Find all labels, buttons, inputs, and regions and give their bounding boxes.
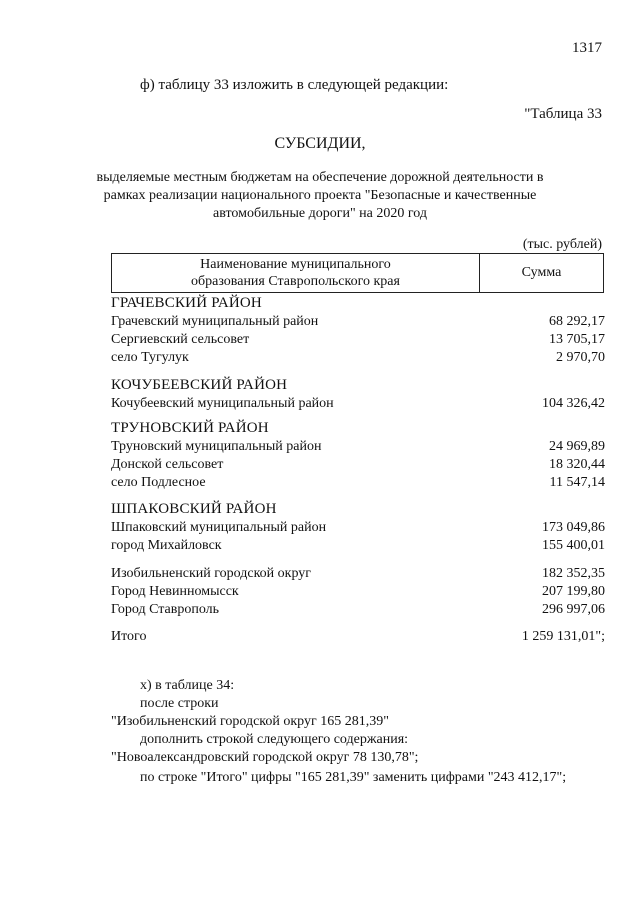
footer-line-6: по строке "Итого" цифры "165 281,39" заменить цифрами "243 412,17"; xyxy=(140,770,567,785)
row-name: Донской сельсовет xyxy=(111,457,224,472)
section-kochubeevsky: КОЧУБЕЕВСКИЙ РАЙОН xyxy=(111,377,288,393)
row-name: Кочубеевский муниципальный район xyxy=(111,396,334,411)
row-value: 68 292,17 xyxy=(549,314,605,329)
footer-line-5: "Новоалександровский городской округ 78 130,78"; xyxy=(111,750,419,765)
table-row xyxy=(111,313,605,331)
row-value: 207 199,80 xyxy=(542,584,605,599)
row-value: 2 970,70 xyxy=(556,350,605,365)
header-name-line-2: образования Ставропольского края xyxy=(191,274,400,289)
footer-line-2: после строки xyxy=(140,696,219,711)
row-name: Город Ставрополь xyxy=(111,602,220,617)
header-name-cell xyxy=(112,254,480,292)
units-label: (тыс. рублей) xyxy=(522,237,602,252)
row-value: 155 400,01 xyxy=(542,538,605,553)
page-number: 1317 xyxy=(572,40,602,56)
row-name: Шпаковский муниципальный район xyxy=(111,520,327,535)
table-row xyxy=(111,331,605,349)
subtitle-line-2: рамках реализации национального проекта "Безопасные и качественные xyxy=(103,188,537,203)
table-row xyxy=(111,438,605,456)
row-name: Сергиевский сельсовет xyxy=(111,332,250,347)
total-value: 1 259 131,01"; xyxy=(521,629,605,644)
footer-line-4: дополнить строкой следующего содержания: xyxy=(140,732,409,747)
table-header xyxy=(111,253,604,293)
row-value: 13 705,17 xyxy=(549,332,605,347)
table-total-row xyxy=(111,628,605,646)
table-row xyxy=(111,601,605,619)
header-sum-cell: Сумма xyxy=(521,265,562,280)
footer-line-1: х) в таблице 34: xyxy=(140,678,235,693)
section-shpakovsky: ШПАКОВСКИЙ РАЙОН xyxy=(111,501,277,517)
table-row xyxy=(111,519,605,537)
row-value: 24 969,89 xyxy=(549,439,605,454)
table-row xyxy=(111,349,605,367)
row-name: город Михайловск xyxy=(111,538,222,553)
total-label: Итого xyxy=(111,629,147,644)
row-value: 296 997,06 xyxy=(542,602,605,617)
table-row xyxy=(111,395,605,413)
footer-line-3: "Изобильненский городской округ 165 281,39" xyxy=(111,714,389,729)
row-value: 182 352,35 xyxy=(542,566,605,581)
row-value: 11 547,14 xyxy=(549,475,605,490)
table-reference: "Таблица 33 xyxy=(524,106,602,122)
section-trunovsky: ТРУНОВСКИЙ РАЙОН xyxy=(111,420,269,436)
row-value: 18 320,44 xyxy=(549,457,605,472)
row-name: село Подлесное xyxy=(111,475,206,490)
row-name: Грачевский муниципальный район xyxy=(111,314,319,329)
subtitle-line-3: автомобильные дороги" на 2020 год xyxy=(213,206,427,221)
table-row xyxy=(111,474,605,492)
table-row xyxy=(111,456,605,474)
table-row xyxy=(111,537,605,555)
row-value: 173 049,86 xyxy=(542,520,605,535)
section-grachevsky: ГРАЧЕВСКИЙ РАЙОН xyxy=(111,295,262,311)
document-title: СУБСИДИИ, xyxy=(274,135,366,152)
table-row xyxy=(111,583,605,601)
table-row xyxy=(111,565,605,583)
row-name: Изобильненский городской округ xyxy=(111,566,312,581)
intro-paragraph: ф) таблицу 33 изложить в следующей редакции: xyxy=(140,77,449,93)
row-name: Труновский муниципальный район xyxy=(111,439,322,454)
subtitle-line-1: выделяемые местным бюджетам на обеспечение дорожной деятельности в xyxy=(96,170,544,185)
row-value: 104 326,42 xyxy=(542,396,605,411)
row-name: село Тугулук xyxy=(111,350,189,365)
header-name-line-1: Наименование муниципального xyxy=(200,257,391,272)
row-name: Город Невинномысск xyxy=(111,584,239,599)
